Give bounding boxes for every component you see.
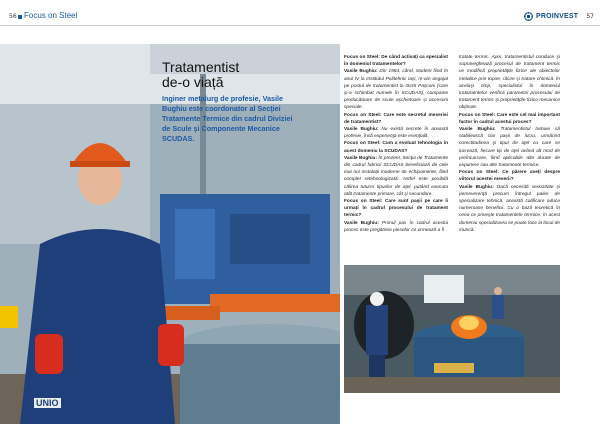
- article-lead: Inginer metalurg de profesie, Vasile Bughiu este coordonator al Secţiei Tratamente Termice din cadrul Diviziei de Scule şi Componente Mecanice SCUDAS.: [162, 94, 293, 143]
- page-number-right: 57: [586, 13, 594, 20]
- interview-speaker: Vasile Bughiu:: [344, 127, 379, 133]
- interview-paragraph: [344, 220, 448, 234]
- page-header: [0, 0, 600, 26]
- interview-question: Focus on Steel: Care este cel mai important factor în cadrul acestui proces?: [459, 112, 560, 125]
- interview-paragraph: [459, 184, 560, 234]
- brand-name: PROINVEST: [536, 13, 579, 20]
- interview-answer: Din 1984, când, student fiind în anul IV la Institutul Politehnic Iaşi, m-am angajat pe postul de tratamentist la ISAS Paşcani (care şi-a schimbat numele în SCUDAS), companie producătoare de scule aşchietoare şi accesorii speciale.: [344, 69, 448, 111]
- interview-question: Focus on Steel: Cum a evoluat tehnologia în acest domeniu la SCUDAS?: [344, 141, 448, 154]
- interview-paragraph: [344, 68, 448, 111]
- interview-speaker: Vasile Bughiu:: [459, 184, 494, 190]
- interview-question: Focus on Steel: Ce părere aveţi despre viitorul acestei meserii?: [459, 170, 560, 183]
- inset-photo: [344, 265, 560, 393]
- interview-question: Focus on Steel: Care sunt paşii pe care îi urmaţi în cadrul procesului de tratament termic?: [344, 199, 448, 219]
- interview-speaker: Vasile Bughiu:: [344, 155, 378, 161]
- interview-speaker: Vasile Bughiu:: [344, 220, 379, 226]
- proinvest-logo: [524, 12, 578, 21]
- section-title: Focus on Steel: [24, 11, 78, 20]
- interview-speaker: Vasile Bughiu:: [344, 69, 378, 75]
- interview-paragraph: [459, 54, 560, 112]
- interview-answer: Primul pas în cadrul acestui proces este pregătirea pieselor ce urmează a fi: [344, 220, 448, 233]
- title-line-2: de-o viață: [162, 74, 224, 90]
- interview-paragraph: [344, 126, 448, 140]
- interview-answer: Nu există secrete în această profesie, însă experienţa este esenţială.: [344, 127, 448, 140]
- interview-answer: Tratamentistul trebuie să stabilească clar paşii de lucru, urmărind corectitudinea şi tipul de oţel cu care se lucrează, fiecare tip de oţel având alt mod de preîncarcare, fiind aplicabile alte durate de expunere sau alte tratamente termice.: [459, 127, 560, 169]
- interview-column-1: [344, 54, 448, 260]
- interview-paragraph: [344, 140, 448, 154]
- interview-column-2: [459, 54, 560, 254]
- page-number-left: 56: [9, 13, 17, 20]
- interview-question: Focus on Steel: De când activaţi ca specialist în domeniul tratamentelor?: [344, 55, 448, 68]
- title-line-1: Tratamentist: [162, 59, 240, 75]
- interview-paragraph: [344, 155, 448, 198]
- interview-paragraph: [459, 126, 560, 169]
- proinvest-logo-icon: [524, 12, 533, 21]
- interview-paragraph: [344, 54, 448, 68]
- article-title: [162, 60, 239, 90]
- interview-answer: tratate termic. Apoi, tratamentistul conduce şi supraveghează procesul de tratament termic ce modifică proprietăţile fizice ale obiectelor metalice prin topire, răcire şi tratare chimică. În acelaşi timp, specialistul în domeniul tratamentelor verifică parametrii procesului de tratament termic şi proprietăţile fizico-mecanice obţinute.: [459, 55, 560, 111]
- interview-answer: În prezent, Secţia de Tratamente din cadrul fabricii SCUDAS beneficiază de cele mai noi instalaţii moderne de echipamente, fiind complet retehnologizată. Astfel este posibilă călirea tuturor tipurilor de oţel, putând executa atât tratamente primare, cât şi secundare.: [344, 155, 448, 197]
- section-marker-icon: [18, 15, 22, 19]
- equipment-label: UNIO: [36, 398, 59, 408]
- interview-question: Focus on Steel: Care este secretul meseriei de tratamentist?: [344, 112, 448, 125]
- interview-answer: Dacă necesită seriozitate şi perseverenţă precum întregul palier de specializare tehnică, această calificare aduce numeroase beneficii. Cu o bază teoretică în ceea ce priveşte tratamentele termice, în acest domeniu specializarea se poate face la locul de muncă.: [459, 184, 560, 233]
- interview-paragraph: [344, 112, 448, 126]
- inset-photo-illustration: [344, 265, 560, 393]
- interview-paragraph: [459, 169, 560, 183]
- interview-paragraph: [459, 112, 560, 126]
- interview-paragraph: [344, 198, 448, 220]
- interview-speaker: Vasile Bughiu:: [459, 127, 496, 133]
